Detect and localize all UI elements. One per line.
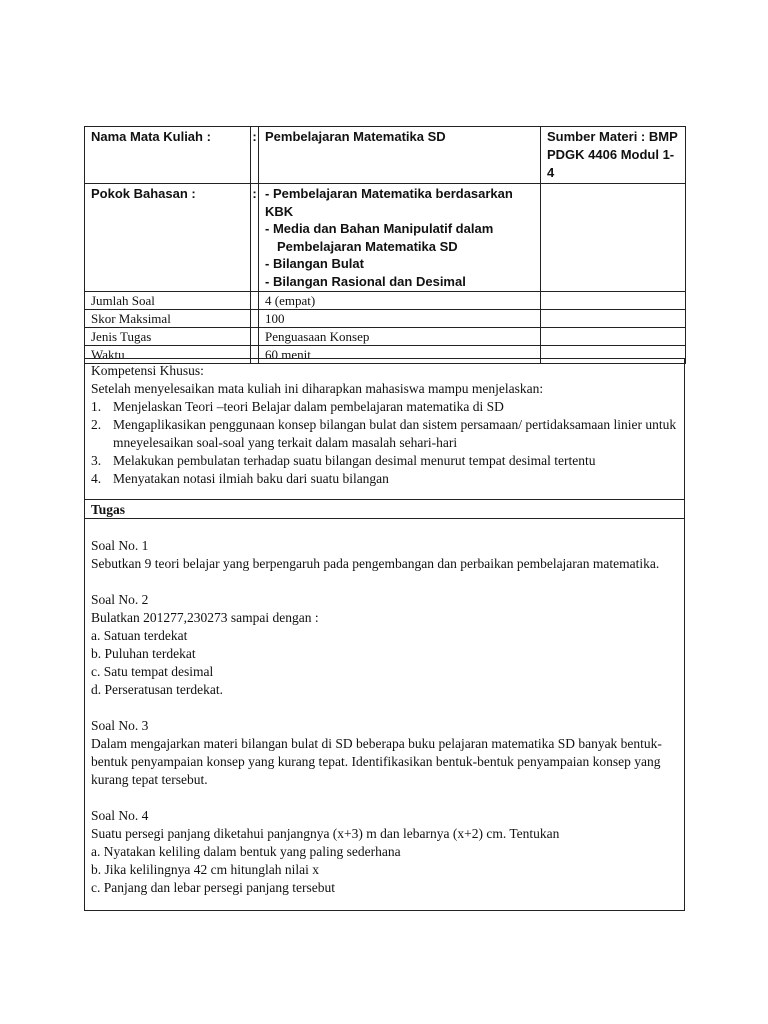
soal-title: Soal No. 2 xyxy=(91,592,149,607)
row-value: Penguasaan Konsep xyxy=(259,328,541,346)
soal-title: Soal No. 1 xyxy=(91,538,149,553)
pokok-row xyxy=(85,184,686,292)
soal-1 xyxy=(91,537,678,573)
soal-title: Soal No. 4 xyxy=(91,808,149,823)
list-item xyxy=(91,470,678,488)
pokok-item: - Bilangan Rasional dan Desimal xyxy=(265,273,466,289)
sumber-materi xyxy=(541,127,686,184)
course-info-table xyxy=(84,126,686,364)
kompetensi-list xyxy=(91,398,678,488)
empty-cell xyxy=(541,310,686,328)
empty-cell xyxy=(541,292,686,310)
row-value: 4 (empat) xyxy=(259,292,541,310)
empty-cell xyxy=(251,328,259,346)
pokok-label: Pokok Bahasan : xyxy=(85,184,251,292)
soal-option: a. Satuan terdekat xyxy=(91,628,188,643)
soal-option: b. Puluhan terdekat xyxy=(91,646,196,661)
tugas-heading: Tugas xyxy=(84,499,685,519)
sumber-line-2: PDGK 4406 Modul 1- 4 xyxy=(547,147,675,180)
row-label: Jumlah Soal xyxy=(85,292,251,310)
item-number: 1. xyxy=(91,399,102,414)
soal-2 xyxy=(91,591,678,699)
soal-3 xyxy=(91,717,678,789)
soal-4 xyxy=(91,807,678,897)
soal-option: c. Satu tempat desimal xyxy=(91,664,214,679)
row-value: 100 xyxy=(259,310,541,328)
nama-row xyxy=(85,127,686,184)
item-text: Melakukan pembulatan terhadap suatu bilangan desimal menurut tempat desimal tertentu xyxy=(113,453,596,468)
soal-option: a. Nyatakan keliling dalam bentuk yang paling sederhana xyxy=(91,844,401,859)
pokok-item: - Pembelajaran Matematika berdasarkan KBK xyxy=(265,186,513,219)
item-number: 3. xyxy=(91,453,102,468)
kompetensi-box xyxy=(84,358,685,500)
soal-option: b. Jika kelilingnya 42 cm hitunglah nilai x xyxy=(91,862,319,877)
item-text: Menjelaskan Teori –teori Belajar dalam pembelajaran matematika di SD xyxy=(113,399,504,414)
item-number: 2. xyxy=(91,417,102,432)
jenis-tugas-row xyxy=(85,328,686,346)
row-label: Skor Maksimal xyxy=(85,310,251,328)
soal-text: Bulatkan 201277,230273 sampai dengan : xyxy=(91,610,319,625)
list-item xyxy=(91,452,678,470)
soal-option: d. Perseratusan terdekat. xyxy=(91,682,223,697)
sumber-line-1: Sumber Materi : BMP xyxy=(547,129,678,144)
colon: : xyxy=(251,127,259,184)
row-value: 60 menit xyxy=(259,346,541,364)
soal-text: Sebutkan 9 teori belajar yang berpengaruh pada pengembangan dan perbaikan pembelajaran matematika. xyxy=(91,556,660,571)
jumlah-soal-row xyxy=(85,292,686,310)
tugas-body xyxy=(84,518,685,911)
row-label: Waktu xyxy=(85,346,251,364)
soal-title: Soal No. 3 xyxy=(91,718,149,733)
list-item xyxy=(91,416,678,452)
empty-cell xyxy=(541,328,686,346)
item-number: 4. xyxy=(91,471,102,486)
nama-value: Pembelajaran Matematika SD xyxy=(259,127,541,184)
empty-cell xyxy=(251,292,259,310)
nama-label: Nama Mata Kuliah : xyxy=(85,127,251,184)
skor-maksimal-row xyxy=(85,310,686,328)
soal-text: Suatu persegi panjang diketahui panjangnya (x+3) m dan lebarnya (x+2) cm. Tentukan xyxy=(91,826,560,841)
pokok-item: Pembelajaran Matematika SD xyxy=(277,238,458,254)
pokok-list xyxy=(259,184,541,292)
kompetensi-heading: Kompetensi Khusus: xyxy=(91,363,204,378)
row-label: Jenis Tugas xyxy=(85,328,251,346)
list-item xyxy=(91,398,678,416)
item-text: Mengaplikasikan penggunaan konsep bilangan bulat dan sistem persamaan/ pertidaksamaan linier untuk mneyelesaikan soal-soal yang terkait dalam masalah sehari-hari xyxy=(113,417,677,450)
kompetensi-intro: Setelah menyelesaikan mata kuliah ini diharapkan mahasiswa mampu menjelaskan: xyxy=(91,381,544,396)
item-text: Menyatakan notasi ilmiah baku dari suatu bilangan xyxy=(113,471,389,486)
empty-cell xyxy=(541,184,686,292)
empty-cell xyxy=(251,310,259,328)
soal-option: c. Panjang dan lebar persegi panjang tersebut xyxy=(91,880,336,895)
colon: : xyxy=(251,184,259,292)
pokok-item: - Media dan Bahan Manipulatif dalam xyxy=(265,221,494,236)
soal-text: Dalam mengajarkan materi bilangan bulat di SD beberapa buku pelajaran matematika SD banyak bentuk-bentuk penyampaian konsep yang kurang tepat. Identifikasikan bentuk-bentuk penyampaian konsep yang kurang tepat tersebut. xyxy=(91,736,662,787)
pokok-item: - Bilangan Bulat xyxy=(265,256,364,271)
